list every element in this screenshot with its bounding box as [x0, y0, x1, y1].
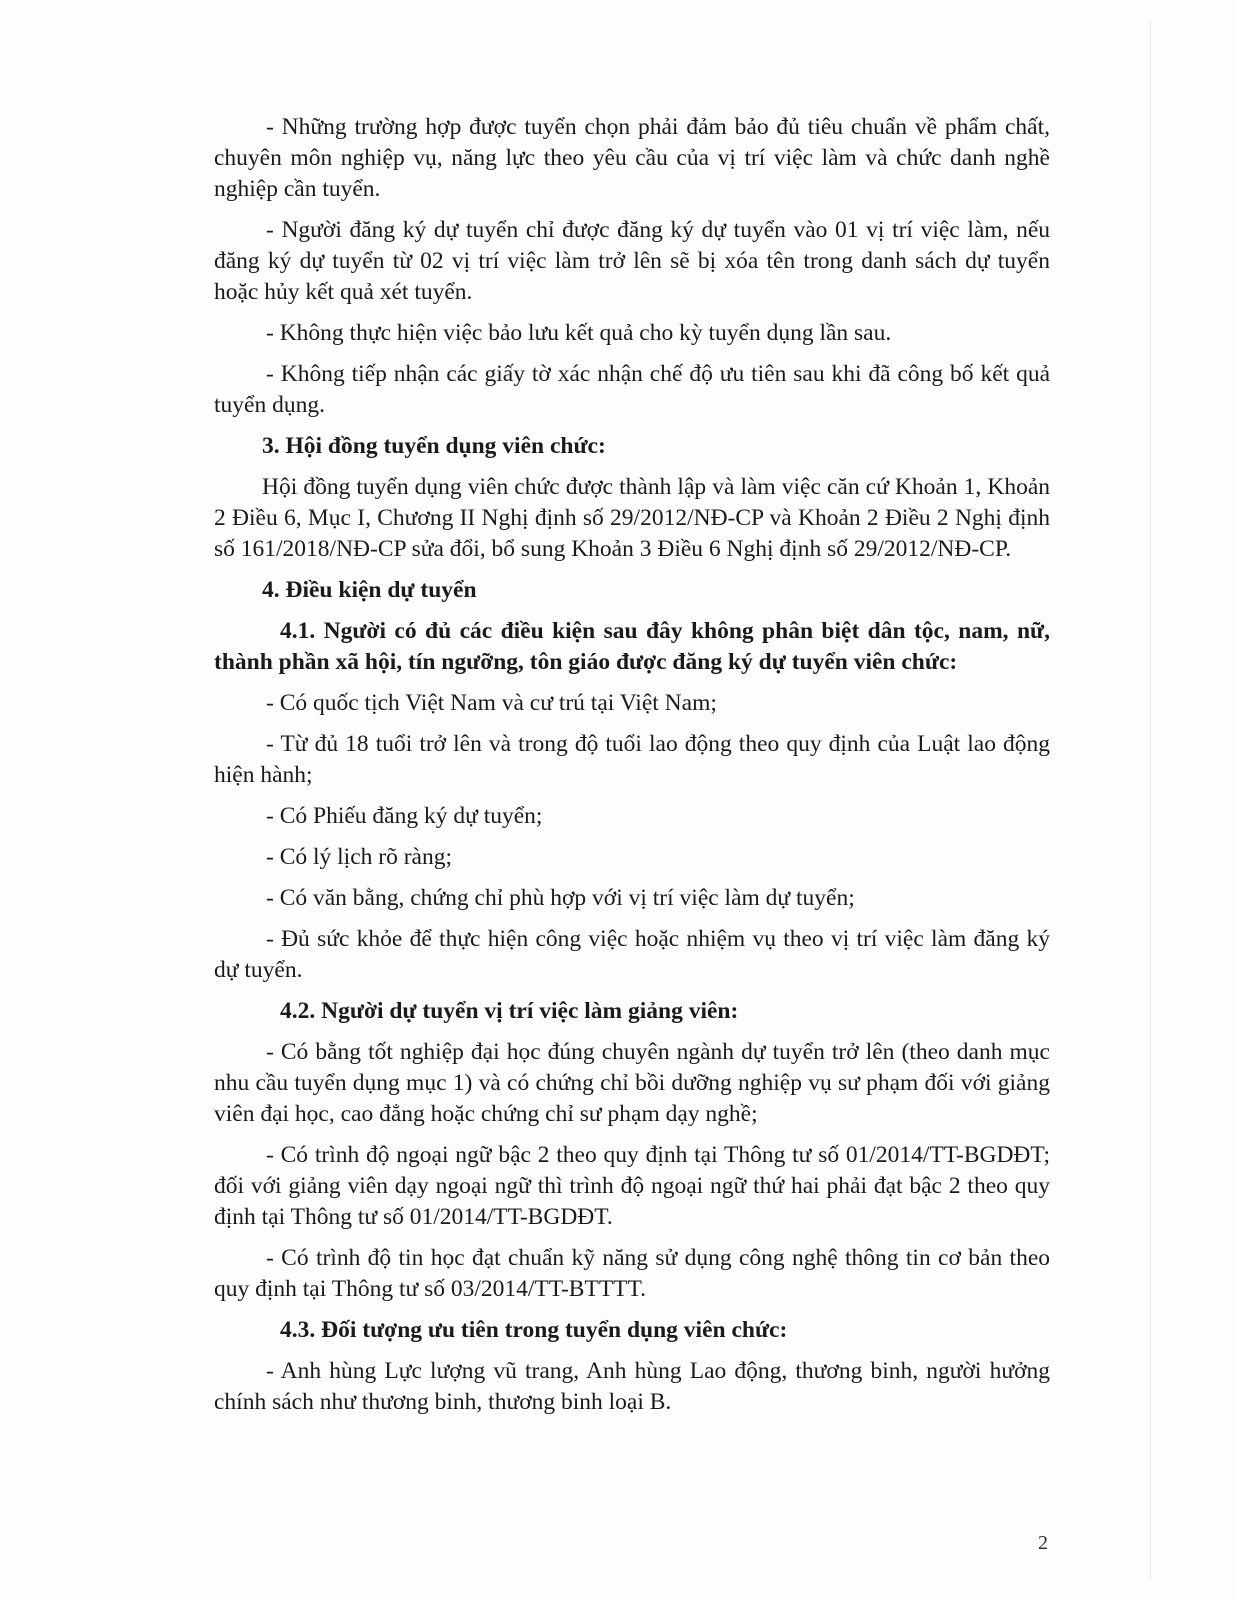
- section-heading-4: 4. Điều kiện dự tuyển: [262, 577, 477, 603]
- subsection-heading-4-2: 4.2. Người dự tuyển vị trí việc làm giảng viên:: [280, 998, 739, 1024]
- paragraph-nationality: - Có quốc tịch Việt Nam và cư trú tại Việt Nam;: [266, 690, 717, 716]
- paragraph-no-priority-docs-after: - Không tiếp nhận các giấy tờ xác nhận chế độ ưu tiên sau khi đã công bố kết quả tuyển dụng.: [214, 361, 1050, 418]
- paragraph-priority-heroes: - Anh hùng Lực lượng vũ trang, Anh hùng Lao động, thương binh, người hưởng chính sách như thương binh, thương binh loại B.: [214, 1358, 1050, 1415]
- paragraph-registration-form: - Có Phiếu đăng ký dự tuyển;: [266, 803, 543, 829]
- document-body: [214, 112, 1050, 1428]
- paragraph-clear-background: - Có lý lịch rõ ràng;: [266, 844, 453, 870]
- paragraph-diplomas: - Có văn bằng, chứng chỉ phù hợp với vị trí việc làm dự tuyển;: [266, 885, 855, 911]
- paragraph-age: - Từ đủ 18 tuổi trở lên và trong độ tuổi lao động theo quy định của Luật lao động hiện hành;: [214, 731, 1050, 788]
- paragraph-health: - Đủ sức khỏe để thực hiện công việc hoặc nhiệm vụ theo vị trí việc làm đăng ký dự tuyển.: [214, 926, 1050, 983]
- paragraph-it-requirement: - Có trình độ tin học đạt chuẩn kỹ năng sử dụng công nghệ thông tin cơ bản theo quy định tại Thông tư số 03/2014/TT-BTTTT.: [214, 1245, 1050, 1302]
- paragraph-degree-requirement: - Có bằng tốt nghiệp đại học đúng chuyên ngành dự tuyển trở lên (theo danh mục nhu cầu tuyển dụng mục 1) và có chứng chỉ bồi dưỡng nghiệp vụ sư phạm đối với giảng viên đại học, cao đẳng hoặc chứng chỉ sư phạm dạy nghề;: [214, 1039, 1050, 1127]
- subsection-heading-4-3: 4.3. Đối tượng ưu tiên trong tuyển dụng viên chức:: [280, 1317, 788, 1343]
- section-heading-3: 3. Hội đồng tuyển dụng viên chức:: [262, 433, 606, 459]
- paragraph-selection-standards: - Những trường hợp được tuyển chọn phải đảm bảo đủ tiêu chuẩn về phẩm chất, chuyên môn nghiệp vụ, năng lực theo yêu cầu của vị trí việc làm và chức danh nghề nghiệp cần tuyển.: [214, 114, 1050, 202]
- paragraph-language-requirement: - Có trình độ ngoại ngữ bậc 2 theo quy định tại Thông tư số 01/2014/TT-BGDĐT; đối với giảng viên dạy ngoại ngữ thì trình độ ngoại ngữ thứ hai phải đạt bậc 2 theo quy định tại Thông tư số 01/2014/TT-BGDĐT.: [214, 1142, 1050, 1230]
- paragraph-council-basis: Hội đồng tuyển dụng viên chức được thành lập và làm việc căn cứ Khoản 1, Khoản 2 Điều 6, Mục I, Chương II Nghị định số 29/2012/NĐ-CP và Khoản 2 Điều 2 Nghị định số 161/2018/NĐ-CP sửa đổi, bổ sung Khoản 3 Điều 6 Nghị định số 29/2012/NĐ-CP.: [214, 474, 1050, 562]
- page-number: 2: [1038, 1532, 1048, 1554]
- page-edge-shadow: [1150, 20, 1151, 1580]
- paragraph-no-result-retention: - Không thực hiện việc bảo lưu kết quả cho kỳ tuyển dụng lần sau.: [266, 320, 892, 346]
- paragraph-single-position-rule: - Người đăng ký dự tuyển chỉ được đăng ký dự tuyển vào 01 vị trí việc làm, nếu đăng ký dự tuyển từ 02 vị trí việc làm trở lên sẽ bị xóa tên trong danh sách dự tuyển hoặc hủy kết quả xét tuyển.: [214, 217, 1050, 305]
- subsection-heading-4-1: 4.1. Người có đủ các điều kiện sau đây không phân biệt dân tộc, nam, nữ, thành phần xã hội, tín ngưỡng, tôn giáo được đăng ký dự tuyển viên chức:: [214, 618, 1050, 675]
